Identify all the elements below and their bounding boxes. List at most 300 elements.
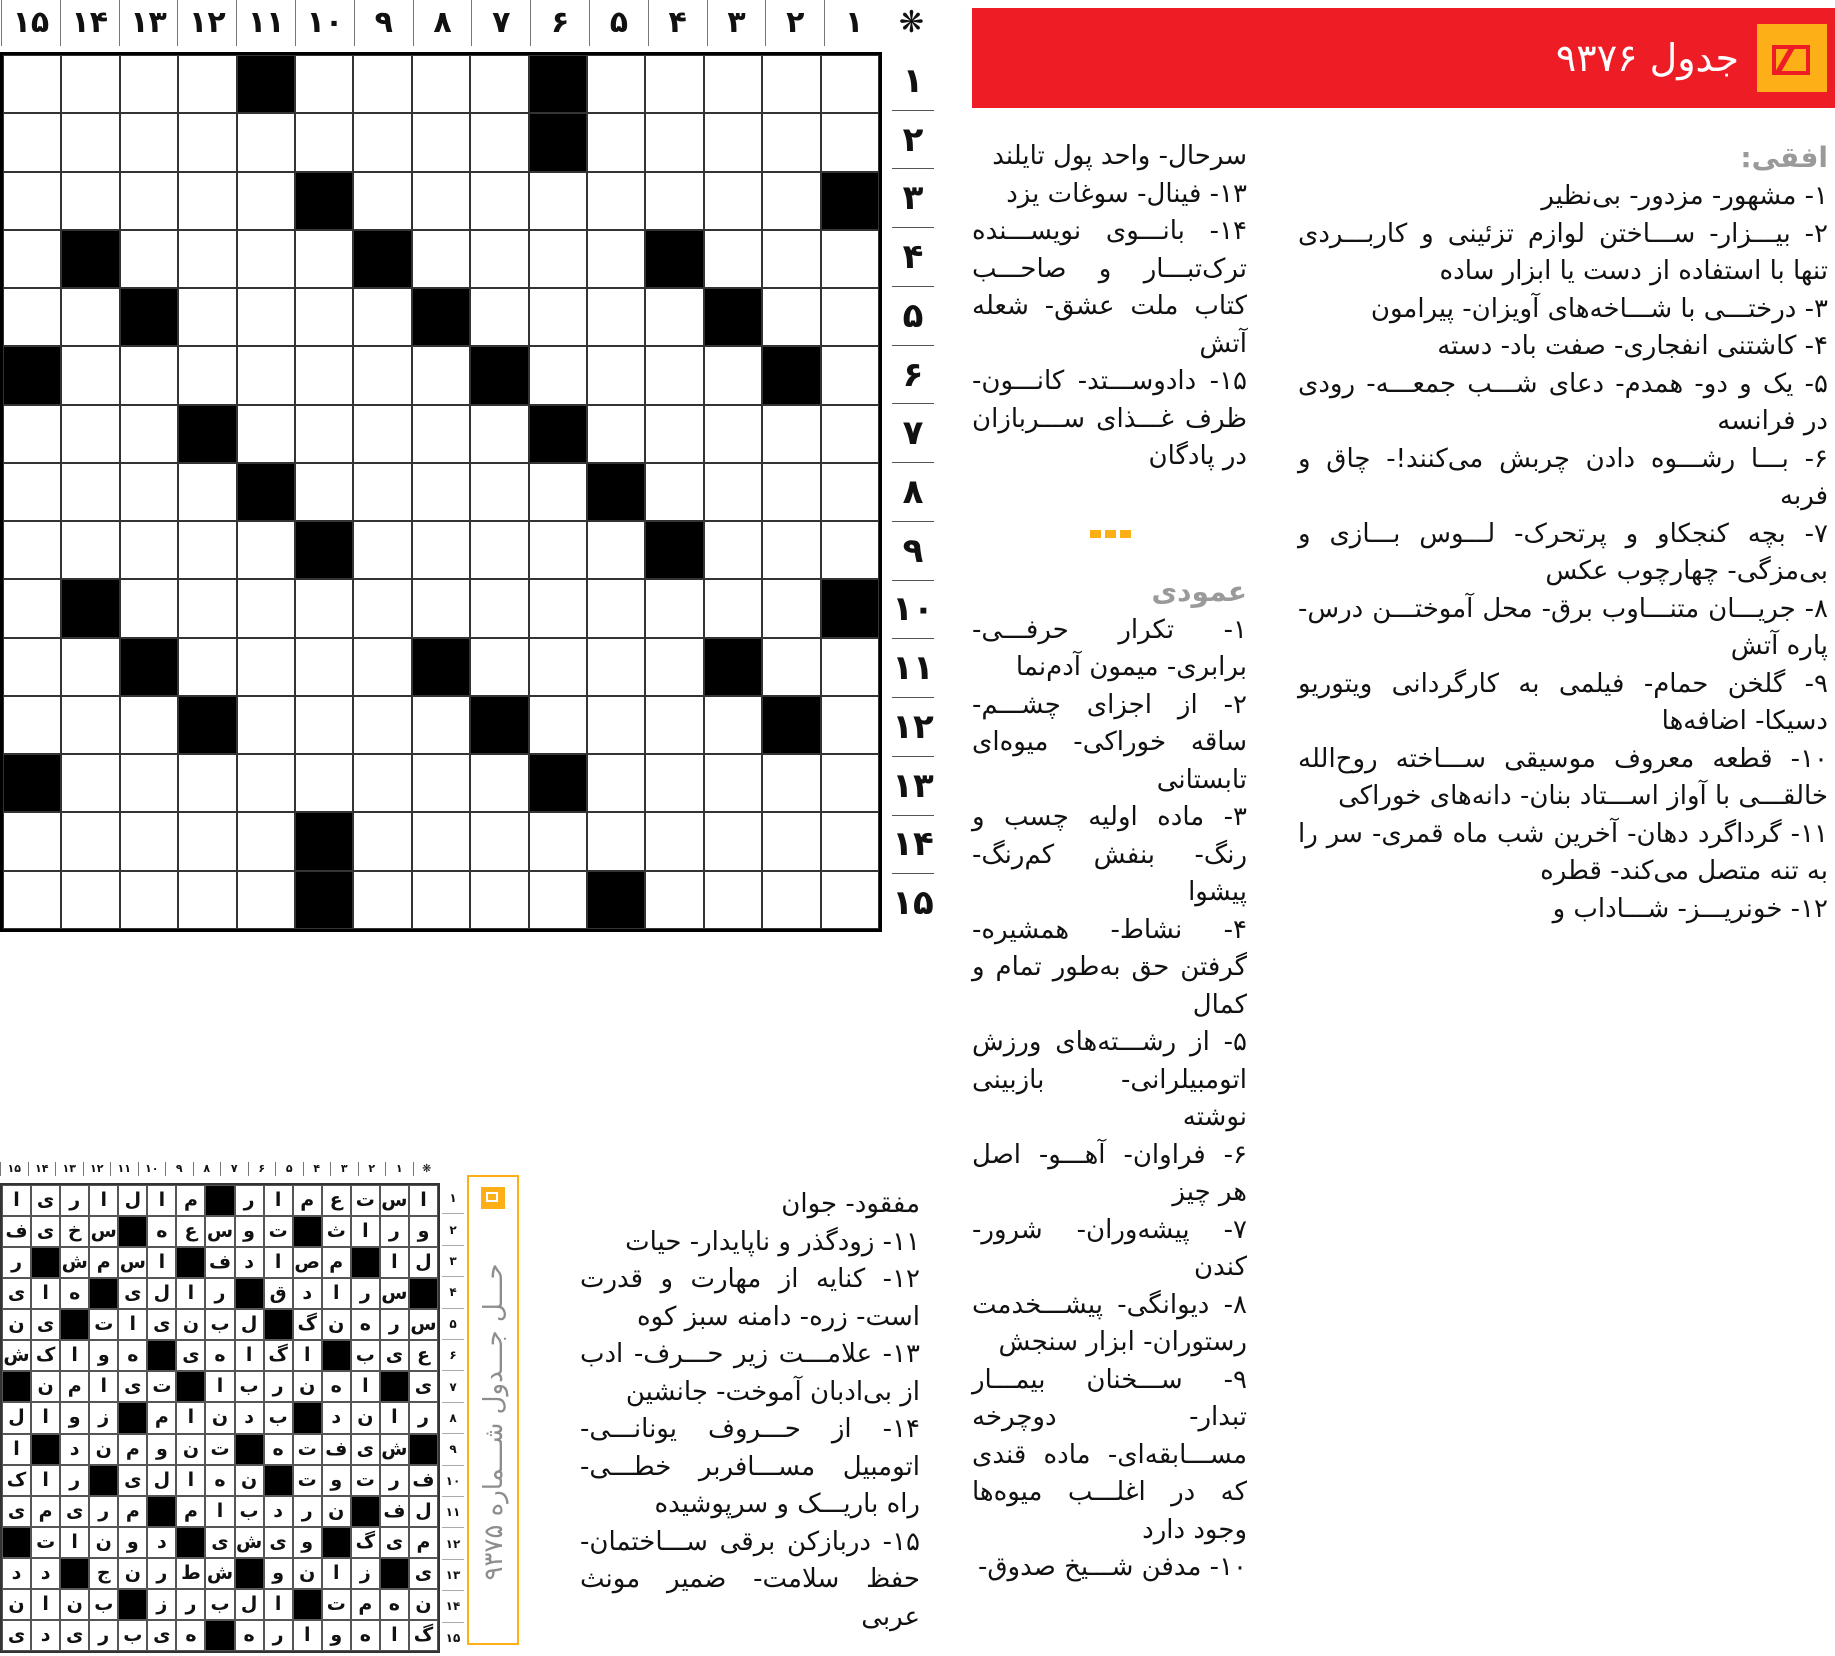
solution-cell: گ [351,1527,380,1558]
black-cell [587,463,645,521]
grid-cell[interactable] [61,113,119,171]
grid-cell[interactable] [762,638,820,696]
grid-cell[interactable] [178,871,236,929]
row-number-header [886,52,940,932]
solution-cell: ا [235,1340,264,1371]
solution-cell: ن [118,1558,147,1589]
solution-cell: ی [2,1620,31,1651]
grid-cell[interactable] [237,696,295,754]
grid-cell[interactable] [412,579,470,637]
solution-cell: ی [60,1496,89,1527]
solution-cell: ز [89,1402,118,1433]
solution-cell: م [351,1589,380,1620]
grid-cell[interactable] [587,405,645,463]
column-number: ۱ [385,1162,413,1176]
column-number: ۱۴ [60,0,119,46]
grid-cell[interactable] [587,113,645,171]
crossword-grid[interactable] [0,52,882,932]
black-cell [529,113,587,171]
row-number: ۵ [442,1308,464,1339]
grid-cell[interactable] [470,754,528,812]
solution-cell: ت [264,1216,293,1247]
solution-cell: ع [409,1340,438,1371]
grid-cell[interactable] [353,871,411,929]
grid-cell[interactable] [412,113,470,171]
grid-cell[interactable] [353,113,411,171]
column-number: ۵ [275,1162,303,1176]
grid-cell[interactable] [3,871,61,929]
grid-cell[interactable] [295,579,353,637]
solution-cell: ل [235,1309,264,1340]
grid-cell[interactable] [470,405,528,463]
grid-cell[interactable] [587,288,645,346]
grid-cell[interactable] [645,638,703,696]
grid-cell[interactable] [295,696,353,754]
grid-cell[interactable] [237,113,295,171]
grid-cell[interactable] [470,638,528,696]
solution-cell: و [293,1527,322,1558]
across-clue-list [1298,178,1828,928]
solution-cell: ر [60,1185,89,1216]
black-cell [821,579,879,637]
grid-cell[interactable] [645,871,703,929]
grid-cell[interactable] [587,521,645,579]
grid-cell[interactable] [353,521,411,579]
solution-cell: ی [147,1620,176,1651]
clue-item: ۱۴- بانـــوی نویســـنده ترک‌تبـــار و صاحـــب کتاب ملت عشق- شعله آتش [972,216,1247,359]
grid-cell[interactable] [120,812,178,870]
grid-cell[interactable] [762,579,820,637]
solution-cell: ی [409,1558,438,1589]
grid-cell[interactable] [470,230,528,288]
solution-cell: ی [351,1434,380,1465]
grid-cell[interactable] [821,230,879,288]
grid-cell[interactable] [529,346,587,404]
grid-cell[interactable] [353,696,411,754]
clue-item: ۴- کاشتنی انفجاری- صفت باد- دسته [1437,331,1828,361]
grid-cell[interactable] [412,521,470,579]
grid-cell[interactable] [645,579,703,637]
grid-cell[interactable] [61,754,119,812]
grid-cell[interactable] [237,405,295,463]
column-number: ۷ [220,1162,248,1176]
black-cell [61,230,119,288]
clue-item: ۵- یک و دو- همدم- دعای شـــب جمعـــه- رودی در فرانسه [1298,368,1828,436]
grid-cell[interactable] [470,463,528,521]
solution-cell: ف [380,1496,409,1527]
grid-cell[interactable] [61,463,119,521]
grid-cell[interactable] [178,230,236,288]
grid-cell[interactable] [762,405,820,463]
grid-cell[interactable] [762,55,820,113]
grid-cell[interactable] [61,405,119,463]
black-cell [412,638,470,696]
grid-cell[interactable] [470,172,528,230]
grid-cell[interactable] [704,812,762,870]
grid-cell[interactable] [237,871,295,929]
grid-cell[interactable] [412,405,470,463]
grid-cell[interactable] [470,812,528,870]
grid-cell[interactable] [704,346,762,404]
grid-cell[interactable] [412,754,470,812]
clue-item: ۱۴- از حـــروف یونانـــی- اتومبیل مســـافربر خطـــی- راه باریـــک و سرپوشیده [580,1414,920,1519]
grid-cell[interactable] [3,405,61,463]
grid-cell[interactable] [645,754,703,812]
grid-cell[interactable] [529,579,587,637]
grid-cell[interactable] [61,812,119,870]
grid-cell[interactable] [353,55,411,113]
solution-cell: ر [205,1278,234,1309]
grid-cell[interactable] [704,172,762,230]
solution-cell: ا [351,1216,380,1247]
grid-cell[interactable] [353,812,411,870]
grid-cell[interactable] [61,346,119,404]
row-number: ۱۱ [442,1496,464,1527]
grid-cell[interactable] [3,288,61,346]
clue-item: ۱- مشهور- مزدور- بی‌نظیر [1541,181,1828,211]
solution-cell: ن [2,1309,31,1340]
solution-cell: ش [205,1558,234,1589]
grid-cell[interactable] [587,696,645,754]
grid-cell[interactable] [3,696,61,754]
black-cell [178,405,236,463]
grid-cell[interactable] [821,55,879,113]
grid-cell[interactable] [3,113,61,171]
solution-cell: ن [89,1527,118,1558]
grid-cell[interactable] [120,754,178,812]
black-cell [295,812,353,870]
black-cell [645,230,703,288]
grid-cell[interactable] [412,696,470,754]
solution-cell: ر [264,1371,293,1402]
grid-cell[interactable] [3,55,61,113]
grid-cell[interactable] [237,754,295,812]
clue-item: ۱۵- دربازکن برقی ســـاختمان- حفظ سلامت- ضمیر مونث عربی [580,1526,920,1632]
grid-cell[interactable] [821,521,879,579]
grid-cell[interactable] [587,754,645,812]
grid-cell[interactable] [529,230,587,288]
grid-cell[interactable] [61,288,119,346]
grid-cell[interactable] [353,754,411,812]
grid-cell[interactable] [704,405,762,463]
grid-cell[interactable] [645,55,703,113]
grid-cell[interactable] [645,113,703,171]
grid-cell[interactable] [821,113,879,171]
solution-cell: س [380,1278,409,1309]
solution-cell: ن [293,1371,322,1402]
grid-cell[interactable] [470,871,528,929]
grid-cell[interactable] [529,288,587,346]
grid-cell[interactable] [61,172,119,230]
grid-cell[interactable] [645,696,703,754]
grid-cell[interactable] [120,696,178,754]
grid-cell[interactable] [295,638,353,696]
clue-item: ۱۰- قطعه معروف موسیقی ســـاخته روح‌الله خالقـــی با آواز اســـتاد بنان- دانه‌های خوراکی [1298,743,1828,811]
solution-label-box [467,1175,519,1645]
solution-black-cell [60,1558,89,1589]
grid-cell[interactable] [821,638,879,696]
grid-cell[interactable] [587,346,645,404]
grid-cell[interactable] [237,812,295,870]
solution-black-cell [205,1620,234,1651]
solution-cell: و [409,1216,438,1247]
grid-cell[interactable] [470,55,528,113]
clue-item: ۱۳- علامـــت زیر حـــرف- ادب از بی‌ادبان آموخت- جانشین [580,1339,920,1407]
column-number: ۱۰ [295,0,354,46]
grid-cell[interactable] [120,521,178,579]
grid-cell[interactable] [762,230,820,288]
grid-cell[interactable] [295,288,353,346]
grid-cell[interactable] [762,463,820,521]
grid-cell[interactable] [704,55,762,113]
solution-cell: ن [293,1558,322,1589]
grid-cell[interactable] [412,346,470,404]
solution-cell: ط [176,1558,205,1589]
grid-cell[interactable] [237,230,295,288]
column-number: ۱۲ [177,0,236,46]
clue-item: ۱۲- کنایه از مهارت و قدرت است- زره- دامنه سبز کوه [580,1264,920,1332]
clue-item: ۱۰- مدفن شـــیخ صدوق- [977,1552,1247,1582]
grid-cell[interactable] [821,288,879,346]
column-number: ۷ [471,0,530,46]
grid-cell[interactable] [821,812,879,870]
solution-cell: ن [351,1402,380,1433]
grid-cell[interactable] [120,871,178,929]
grid-cell[interactable] [704,696,762,754]
black-cell [762,696,820,754]
row-number: ۲ [442,1213,464,1244]
column-number-header [0,0,940,46]
grid-cell[interactable] [295,346,353,404]
solution-cell: ع [322,1185,351,1216]
grid-cell[interactable] [61,696,119,754]
grid-cell[interactable] [120,55,178,113]
grid-cell[interactable] [821,754,879,812]
grid-cell[interactable] [178,55,236,113]
grid-cell[interactable] [587,172,645,230]
column-number: ۱۲ [83,1162,111,1176]
grid-cell[interactable] [237,346,295,404]
grid-cell[interactable] [470,521,528,579]
column-number: ۲ [765,0,824,46]
solution-cell: ی [205,1527,234,1558]
grid-cell[interactable] [237,638,295,696]
grid-cell[interactable] [587,55,645,113]
solution-cell: ز [147,1589,176,1620]
black-cell [237,463,295,521]
grid-cell[interactable] [295,55,353,113]
grid-cell[interactable] [529,871,587,929]
grid-cell[interactable] [120,579,178,637]
row-number: ۱۵ [892,873,934,932]
grid-cell[interactable] [353,638,411,696]
solution-cell: ش [380,1434,409,1465]
grid-cell[interactable] [178,288,236,346]
grid-cell[interactable] [645,812,703,870]
solution-cell: د [60,1434,89,1465]
grid-cell[interactable] [61,871,119,929]
grid-cell[interactable] [353,172,411,230]
grid-cell[interactable] [762,754,820,812]
grid-cell[interactable] [353,463,411,521]
grid-cell[interactable] [762,871,820,929]
grid-cell[interactable] [470,579,528,637]
grid-cell[interactable] [821,405,879,463]
grid-cell[interactable] [120,230,178,288]
grid-cell[interactable] [529,172,587,230]
grid-cell[interactable] [237,521,295,579]
across-clue-list-continued [972,138,1247,476]
grid-cell[interactable] [120,113,178,171]
grid-cell[interactable] [412,172,470,230]
column-number: ۸ [193,1162,221,1176]
grid-cell[interactable] [178,346,236,404]
grid-cell[interactable] [178,172,236,230]
grid-cell[interactable] [61,521,119,579]
grid-cell[interactable] [587,579,645,637]
grid-cell[interactable] [353,346,411,404]
grid-cell[interactable] [178,113,236,171]
solution-cell: ا [31,1465,60,1496]
grid-cell[interactable] [295,230,353,288]
solution-cell: ا [293,1340,322,1371]
solution-cell: ت [89,1309,118,1340]
grid-cell[interactable] [412,230,470,288]
grid-cell[interactable] [237,172,295,230]
grid-cell[interactable] [821,463,879,521]
grid-cell[interactable] [762,521,820,579]
grid-cell[interactable] [295,754,353,812]
grid-cell[interactable] [529,463,587,521]
grid-cell[interactable] [645,172,703,230]
column-number: ۱۵ [1,0,60,46]
grid-cell[interactable] [704,230,762,288]
black-cell [178,696,236,754]
grid-cell[interactable] [412,812,470,870]
solution-cell: ر [264,1620,293,1651]
grid-cell[interactable] [704,754,762,812]
grid-cell[interactable] [295,463,353,521]
grid-cell[interactable] [704,871,762,929]
grid-cell[interactable] [237,288,295,346]
grid-cell[interactable] [120,463,178,521]
grid-cell[interactable] [353,579,411,637]
grid-cell[interactable] [821,346,879,404]
grid-cell[interactable] [470,288,528,346]
solution-cell: ه [118,1340,147,1371]
grid-cell[interactable] [412,55,470,113]
black-cell [587,871,645,929]
grid-cell[interactable] [3,638,61,696]
grid-cell[interactable] [704,521,762,579]
grid-cell[interactable] [529,696,587,754]
grid-cell[interactable] [353,405,411,463]
column-number: ۱۵ [0,1162,28,1176]
solution-cell: ت [351,1185,380,1216]
clue-item: سرحال- واحد پول تایلند [992,141,1247,171]
grid-cell[interactable] [645,288,703,346]
grid-cell[interactable] [645,463,703,521]
solution-cell: و [235,1216,264,1247]
solution-cell: ی [31,1309,60,1340]
black-cell [120,288,178,346]
solution-cell: ا [264,1247,293,1278]
grid-cell[interactable] [120,172,178,230]
grid-cell[interactable] [3,230,61,288]
column-number: ۶ [530,0,589,46]
grid-cell[interactable] [645,346,703,404]
grid-cell[interactable] [762,288,820,346]
grid-cell[interactable] [295,113,353,171]
grid-cell[interactable] [587,230,645,288]
grid-cell[interactable] [61,638,119,696]
grid-cell[interactable] [762,812,820,870]
grid-cell[interactable] [3,521,61,579]
grid-cell[interactable] [587,812,645,870]
solution-cell: و [60,1402,89,1433]
row-number: ۴ [892,227,934,286]
grid-cell[interactable] [704,113,762,171]
grid-cell[interactable] [178,521,236,579]
grid-cell[interactable] [821,871,879,929]
grid-cell[interactable] [353,288,411,346]
star-symbol: ❋ [898,5,925,40]
grid-cell[interactable] [529,812,587,870]
grid-cell[interactable] [645,405,703,463]
grid-cell[interactable] [3,172,61,230]
down-heading: عمودی [1151,574,1247,608]
solution-cell: ر [293,1496,322,1527]
grid-cell[interactable] [3,579,61,637]
row-number: ۱ [902,60,924,101]
grid-cell[interactable] [295,405,353,463]
grid-cell[interactable] [704,579,762,637]
grid-cell[interactable] [178,579,236,637]
grid-cell[interactable] [237,579,295,637]
solution-cell: ب [118,1620,147,1651]
grid-cell[interactable] [821,696,879,754]
grid-cell[interactable] [120,346,178,404]
solution-cell: ل [409,1496,438,1527]
clue-item: ۹- گلخن حمام- فیلمی به کارگردانی ویتوریو دسیکا- اضافه‌ها [1298,668,1828,736]
solution-cell: ه [380,1589,409,1620]
grid-cell[interactable] [3,812,61,870]
grid-cell[interactable] [61,55,119,113]
grid-cell[interactable] [704,463,762,521]
grid-cell[interactable] [762,172,820,230]
solution-cell: ب [351,1340,380,1371]
grid-cell[interactable] [178,463,236,521]
column-number: ۱۰ [138,1162,166,1176]
grid-cell[interactable] [3,463,61,521]
black-cell [120,638,178,696]
grid-cell[interactable] [762,113,820,171]
grid-cell[interactable] [120,405,178,463]
grid-cell[interactable] [178,638,236,696]
grid-cell[interactable] [178,812,236,870]
grid-cell[interactable] [587,638,645,696]
solution-cell: م [409,1527,438,1558]
grid-cell[interactable] [178,754,236,812]
grid-cell[interactable] [412,463,470,521]
grid-cell[interactable] [529,521,587,579]
grid-cell[interactable] [412,871,470,929]
down-clue-list-continued [580,1186,920,1636]
grid-cell[interactable] [470,113,528,171]
solution-black-cell [176,1247,205,1278]
solution-cell: ک [31,1340,60,1371]
grid-cell[interactable] [529,638,587,696]
